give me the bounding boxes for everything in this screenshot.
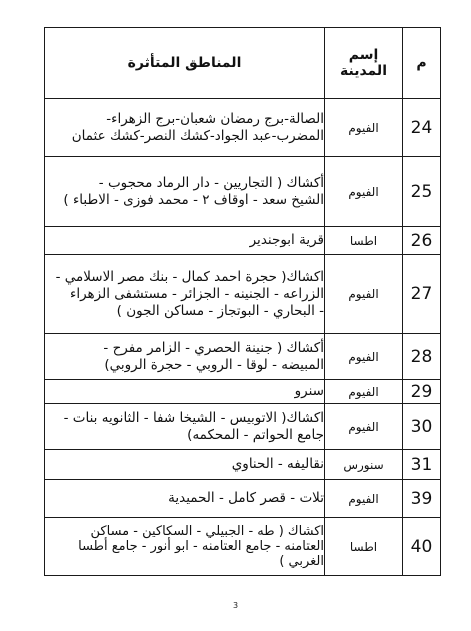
- row-number: 27: [403, 255, 441, 334]
- row-city: الفيوم: [325, 334, 403, 380]
- row-areas: [45, 404, 325, 450]
- row-areas: [45, 255, 325, 334]
- row-city: الفيوم: [325, 99, 403, 157]
- row-number: 24: [403, 99, 441, 157]
- table-row: [45, 380, 441, 404]
- row-city: الفيوم: [325, 404, 403, 450]
- area-line: المبيضه - لوقا - الروبي - حجرة الروبي): [104, 356, 324, 373]
- table-row: [45, 404, 441, 450]
- table-row: [45, 255, 441, 334]
- row-areas: [45, 334, 325, 380]
- area-line: المضرب-عبد الجواد-كشك النصر-كشك عثمان: [71, 127, 324, 144]
- row-areas: [45, 480, 325, 518]
- row-areas: [45, 518, 325, 576]
- area-line: جامع الحواتم - المحكمه): [187, 426, 324, 443]
- table-row: [45, 480, 441, 518]
- table-row: [45, 450, 441, 480]
- row-number: 40: [403, 518, 441, 576]
- row-areas: [45, 380, 325, 404]
- row-number: 25: [403, 157, 441, 227]
- area-line: الغربي ): [279, 554, 324, 569]
- area-line: الصالة-برج رمضان شعبان-برج الزهراء-: [106, 110, 324, 127]
- area-line: قرية ابوجندير: [249, 232, 324, 248]
- table-header-row: [45, 28, 441, 99]
- table-row: [45, 227, 441, 255]
- row-number: 26: [403, 227, 441, 255]
- area-line: اكشاك( حجرة احمد كمال - بنك مصر الاسلامي -: [55, 268, 324, 285]
- area-line: العتامنه - جامع العتامنه - ابو أنور - جامع أطسا: [78, 539, 324, 554]
- row-number: 31: [403, 450, 441, 480]
- header-city: إسم المدينة: [325, 28, 403, 99]
- row-number: 39: [403, 480, 441, 518]
- row-number: 29: [403, 380, 441, 404]
- area-line: تلات - قصر كامل - الحميدية: [168, 490, 324, 506]
- row-city: اطسا: [325, 518, 403, 576]
- header-number: م: [403, 28, 441, 99]
- row-areas: [45, 99, 325, 157]
- table-row: [45, 518, 441, 576]
- area-line: اكشاك( الاتوبيس - الشيخا شفا - الثانويه بنات -: [63, 409, 324, 426]
- area-line: أكشاك ( التجاريين - دار الرماد محجوب -: [98, 174, 324, 191]
- area-line: سنرو: [294, 383, 324, 399]
- area-line: اكشاك ( طه - الجبيلي - السكاكين - مساكن: [90, 524, 324, 539]
- row-city: الفيوم: [325, 380, 403, 404]
- affected-areas-table: [44, 27, 441, 576]
- table-row: [45, 334, 441, 380]
- row-city: اطسا: [325, 227, 403, 255]
- row-city: الفيوم: [325, 255, 403, 334]
- table-row: [45, 99, 441, 157]
- area-line: الزراعه - الجنينه - الجزائر - مستشفى الزهراء: [69, 285, 324, 302]
- row-city: الفيوم: [325, 480, 403, 518]
- table-row: [45, 157, 441, 227]
- area-line: أكشاك ( جنينة الحصري - الزامر مفرح -: [103, 339, 324, 356]
- row-areas: [45, 227, 325, 255]
- row-city: سنورس: [325, 450, 403, 480]
- row-number: 28: [403, 334, 441, 380]
- row-city: الفيوم: [325, 157, 403, 227]
- row-number: 30: [403, 404, 441, 450]
- page-number: 3: [232, 601, 239, 610]
- area-line: نقاليفه - الحناوي: [231, 456, 324, 472]
- area-line: الشيخ سعد - اوقاف ٢ - محمد فوزى - الاطباء ): [63, 191, 324, 208]
- area-line: - البحاري - البوتجاز - مساكن الجون ): [116, 302, 324, 319]
- header-areas: المناطق المتأثرة: [45, 28, 325, 99]
- row-areas: [45, 450, 325, 480]
- row-areas: [45, 157, 325, 227]
